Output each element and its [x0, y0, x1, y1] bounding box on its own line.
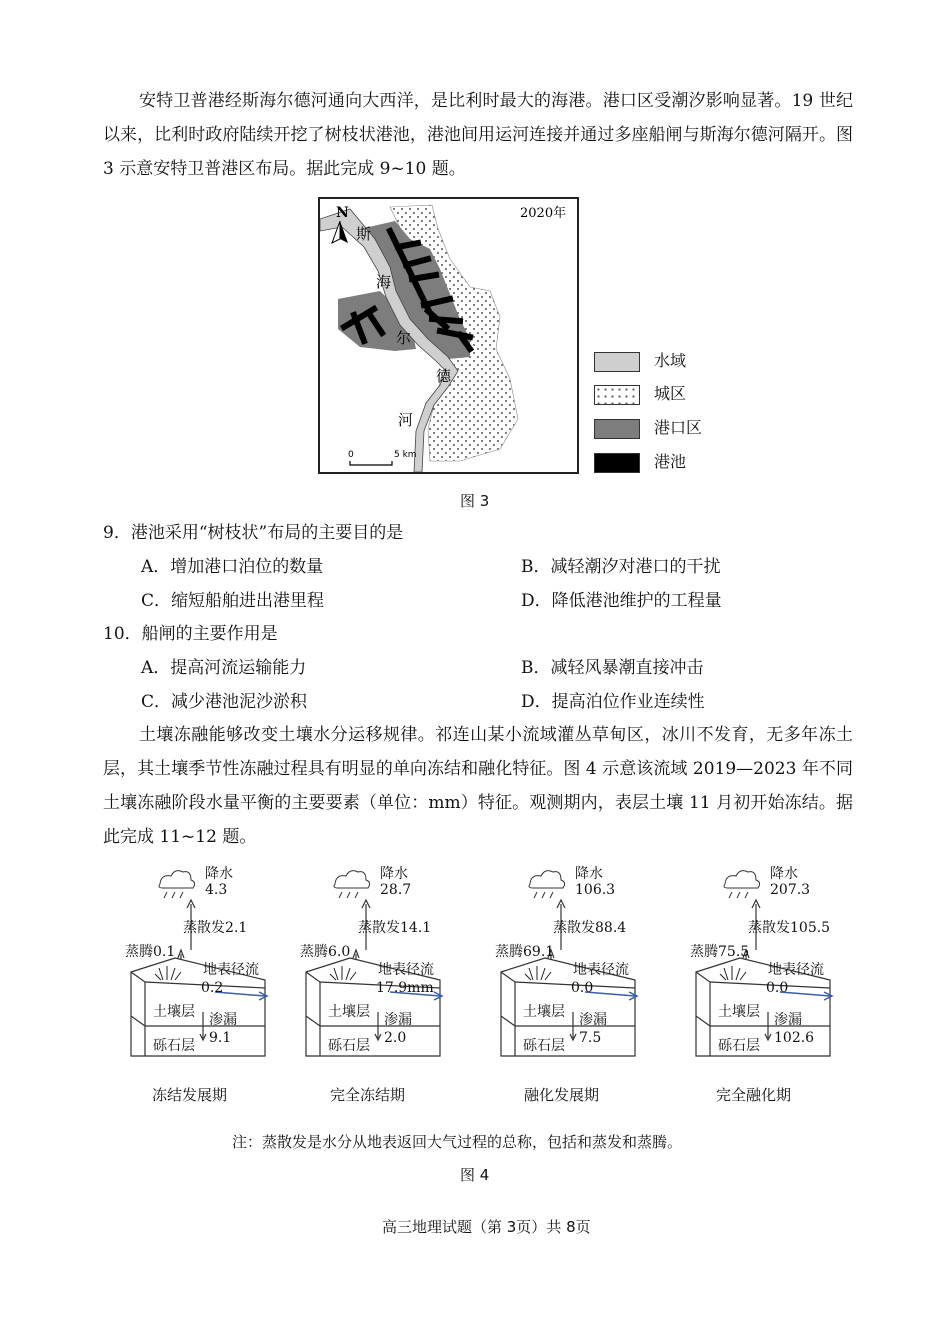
legend-label-dock: 港池: [654, 452, 687, 471]
soil-layer-label: 土壤层: [328, 1004, 370, 1020]
legend-label-port: 港口区: [654, 418, 703, 437]
runoff-value: 17.9mm: [376, 980, 434, 996]
water-balance-panel-4: [690, 862, 860, 1062]
precip-value: 28.7: [380, 882, 412, 898]
intro-paragraph-port: 安特卫普港经斯海尔德河通向大西洋，是比利时最大的海港。港口区受潮汐影响显著。19 世纪以来，比利时政府陆续开挖了树枝状港池，港池间用运河连接并通过多座船闸与斯海尔德河隔开。图 3 示意安特卫普港区布局。据此完成 9~10 题。: [103, 91, 853, 179]
page-footer: 高三地理试题（第 3页）共 8页: [382, 1218, 591, 1236]
precip-value: 106.3: [575, 882, 616, 898]
legend-label-water: 水域: [654, 351, 687, 370]
q10-option-d[interactable]: D．提高泊位作业连续性: [521, 692, 705, 712]
gravel-layer-label: 砾石层: [328, 1038, 370, 1054]
rain-cloud-icon: [159, 871, 195, 898]
q9-stem: 9．港池采用“树枝状”布局的主要目的是: [103, 523, 404, 543]
runoff-value: 0.2: [201, 980, 224, 996]
q9-option-c[interactable]: C．缩短船舶进出港里程: [141, 591, 325, 611]
transpiration-text: 蒸腾6.0: [300, 944, 351, 960]
scale-bar: [350, 461, 392, 465]
soil-layer-label: 土壤层: [153, 1004, 195, 1020]
legend-swatch-urban: [594, 385, 640, 405]
river-char-2: 海: [376, 273, 392, 291]
runoff-value: 0.0: [766, 980, 789, 996]
water-balance-panel-1: [125, 862, 295, 1062]
soil-layer-label: 土壤层: [523, 1004, 565, 1020]
legend-dock: [594, 451, 686, 473]
map-year: 2020年: [520, 206, 567, 221]
leakage-label: 渗漏: [774, 1012, 802, 1028]
legend-water: [594, 350, 686, 372]
precip-label: 降水: [575, 866, 603, 882]
scale-label: 5 km: [394, 450, 417, 460]
q9-option-d[interactable]: D．降低港池维护的工程量: [521, 591, 722, 611]
leakage-label: 渗漏: [579, 1012, 607, 1028]
panel-stage-label-4: 完全融化期: [716, 1086, 792, 1104]
soil-layer-label: 土壤层: [718, 1004, 760, 1020]
panel-stage-label-2: 完全冻结期: [330, 1086, 406, 1104]
q10-stem: 10．船闸的主要作用是: [103, 624, 278, 644]
evapotranspiration-text: 蒸散发14.1: [358, 920, 432, 936]
rain-cloud-icon: [529, 871, 565, 898]
evapotranspiration-text: 蒸散发105.5: [748, 920, 831, 936]
rain-cloud-icon: [724, 871, 760, 898]
precip-value: 207.3: [770, 882, 811, 898]
leakage-label: 渗漏: [384, 1012, 412, 1028]
gravel-layer-label: 砾石层: [153, 1038, 195, 1054]
water-balance-panel-2: [300, 862, 470, 1062]
river-char-5: 河: [398, 411, 414, 429]
q9-option-b[interactable]: B．减轻潮汐对港口的干扰: [521, 557, 721, 577]
leakage-value: 2.0: [384, 1030, 407, 1046]
transpiration-text: 蒸腾69.1: [495, 944, 555, 960]
q10-option-a[interactable]: A．提高河流运输能力: [141, 658, 307, 678]
river-char-1: 斯: [356, 225, 372, 243]
north-label: N: [336, 205, 349, 221]
leakage-label: 渗漏: [209, 1012, 237, 1028]
transpiration-text: 蒸腾0.1: [125, 944, 176, 960]
runoff-label: 地表径流: [768, 962, 824, 978]
runoff-value: 0.0: [571, 980, 594, 996]
legend-urban: [594, 383, 686, 405]
water-balance-panel-3: [495, 862, 665, 1062]
transpiration-text: 蒸腾75.5: [690, 944, 750, 960]
river-char-4: 德: [436, 367, 452, 385]
runoff-label: 地表径流: [378, 962, 434, 978]
precip-value: 4.3: [205, 882, 228, 898]
panel-stage-label-1: 冻结发展期: [152, 1086, 228, 1104]
gravel-layer-label: 砾石层: [718, 1038, 760, 1054]
precip-label: 降水: [205, 866, 233, 882]
legend-label-urban: 城区: [654, 384, 687, 403]
panel-stage-label-3: 融化发展期: [524, 1086, 600, 1104]
river-char-3: 尔: [396, 329, 412, 347]
q10-option-c[interactable]: C．减少港池泥沙淤积: [141, 692, 308, 712]
leakage-value: 7.5: [579, 1030, 602, 1046]
leakage-value: 102.6: [774, 1030, 815, 1046]
precip-label: 降水: [770, 866, 798, 882]
evapotranspiration-text: 蒸散发88.4: [553, 920, 627, 936]
scale-zero: 0: [348, 450, 354, 460]
figure4-caption: 图 4: [460, 1166, 490, 1184]
q10-option-b[interactable]: B．减轻风暴潮直接冲击: [521, 658, 704, 678]
legend-swatch-port: [594, 419, 640, 439]
runoff-label: 地表径流: [203, 962, 259, 978]
runoff-label: 地表径流: [573, 962, 629, 978]
legend-swatch-dock: [594, 453, 640, 473]
figure3-caption: 图 3: [460, 492, 490, 510]
evapotranspiration-text: 蒸散发2.1: [183, 920, 248, 936]
leakage-value: 9.1: [209, 1030, 232, 1046]
precip-label: 降水: [380, 866, 408, 882]
rain-cloud-icon: [334, 871, 370, 898]
figure4-note: 注：蒸散发是水分从地表返回大气过程的总称，包括和蒸发和蒸腾。: [232, 1133, 683, 1151]
legend-port: [594, 417, 702, 439]
intro-paragraph-soil: 土壤冻融能够改变土壤水分运移规律。祁连山某小流域灌丛草甸区，冰川不发育，无多年冻土层，其土壤季节性冻融过程具有明显的单向冻结和融化特征。图 4 示意该流域 2019—2023 年不同土壤冻融阶段水量平衡的主要要素（单位：mm）特征。观测期内，表层土壤 11 月初开始冻结。据此完成 11~12 题。: [103, 725, 853, 847]
map-drawing: [320, 199, 577, 472]
antwerp-port-map: [318, 197, 579, 474]
q9-option-a[interactable]: A．增加港口泊位的数量: [141, 557, 324, 577]
gravel-layer-label: 砾石层: [523, 1038, 565, 1054]
legend-swatch-water: [594, 352, 640, 372]
